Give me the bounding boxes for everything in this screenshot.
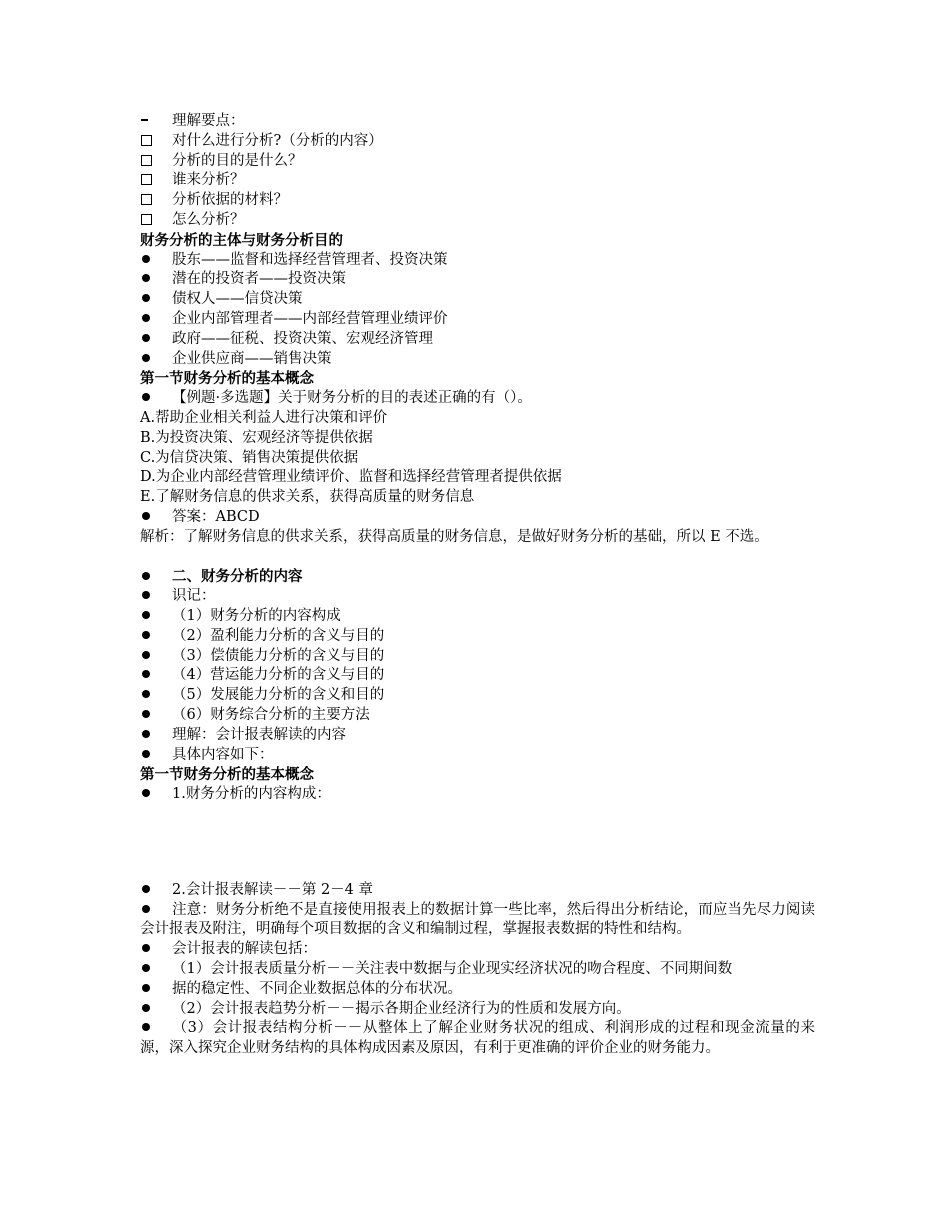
dot-bullet-icon (142, 670, 150, 678)
composition-item-row: 1.财务分析的内容构成： (140, 785, 815, 805)
subject-item: 潜在的投资者——投资决策 (140, 270, 815, 290)
reading-item-row: 2.会计报表解读－－第 2－4 章 (140, 881, 815, 901)
subject-item: 股东——监督和选择经营管理者、投资决策 (140, 251, 815, 271)
dot-bullet-icon (142, 651, 150, 659)
memorize-item: （5）发展能力分析的含义和目的 (140, 686, 815, 706)
understand-item: 谁来分析？ (140, 171, 815, 191)
dot-bullet-icon (142, 730, 150, 738)
dot-bullet-icon (142, 905, 150, 913)
dot-bullet-icon (142, 393, 150, 401)
dot-bullet-icon (142, 314, 150, 322)
subject-item: 企业内部管理者——内部经营管理业绩评价 (140, 310, 815, 330)
blank-figure-area (140, 805, 815, 881)
checkbox-bullet-icon (141, 194, 152, 205)
checkbox-bullet-icon (141, 174, 152, 185)
memorize-item: （1）财务分析的内容构成 (140, 607, 815, 627)
understand-item: 分析依据的材料？ (140, 191, 815, 211)
dot-bullet-icon (142, 631, 150, 639)
quality-line-1: （1）会计报表质量分析－－关注表中数据与企业现实经济状况的吻合程度、不同期间数 (140, 960, 815, 980)
dot-bullet-icon (142, 1023, 150, 1031)
dot-bullet-icon (142, 885, 150, 893)
understand-heading: 理解要点： (172, 113, 245, 129)
subject-heading: 财务分析的主体与财务分析目的 (140, 231, 343, 249)
memorize-item: （4）营运能力分析的含义与目的 (140, 666, 815, 686)
dot-bullet-icon (142, 750, 150, 758)
understand-heading-row (140, 112, 815, 132)
document-page (140, 112, 815, 1059)
dot-bullet-icon (142, 789, 150, 797)
dot-bullet-icon (142, 274, 150, 282)
dot-bullet-icon (142, 572, 150, 580)
option-item: C.为信贷决策、销售决策提供依据 (140, 449, 359, 466)
dot-bullet-icon (142, 1004, 150, 1012)
dash-bullet-icon (141, 119, 148, 121)
memorize-item: （3）偿债能力分析的含义与目的 (140, 647, 815, 667)
dot-bullet-icon (142, 354, 150, 362)
reading-includes-row: 会计报表的解读包括： (140, 940, 815, 960)
section-heading: 第一节财务分析的基本概念 (140, 766, 314, 784)
understand-item: 怎么分析？ (140, 211, 815, 231)
memorize-item: （6）财务综合分析的主要方法 (140, 706, 815, 726)
option-item: B.为投资决策、宏观经济等提供依据 (140, 429, 373, 446)
quality-line-2: 据的稳定性、不同企业数据总体的分布状况。 (140, 980, 815, 1000)
memorize-item: （2）盈利能力分析的含义与目的 (140, 627, 815, 647)
structure-paragraph: （3）会计报表结构分析－－从整体上了解企业财务状况的组成、利润形成的过程和现金流量的来源，深入探究企业财务结构的具体构成因素及原因，有利于更准确的评价企业的财务能力。 (140, 1020, 815, 1057)
dot-bullet-icon (142, 944, 150, 952)
subject-item: 政府——征税、投资决策、宏观经济管理 (140, 330, 815, 350)
checkbox-bullet-icon (141, 214, 152, 225)
subject-item: 企业供应商——销售决策 (140, 350, 815, 370)
note-paragraph: 注意：财务分析绝不是直接使用报表上的数据计算一些比率，然后得出分析结论，而应当先尽力阅读会计报表及附注，明确每个项目数据的含义和编制过程，掌握报表数据的特性和结构。 (140, 901, 815, 938)
section-heading: 第一节财务分析的基本概念 (140, 370, 314, 388)
example-question: 【例题·多选题】关于财务分析的目的表述正确的有（）。 (140, 389, 815, 409)
option-item: A.帮助企业相关利益人进行决策和评价 (140, 409, 388, 426)
trend-item-row: （2）会计报表趋势分析－－揭示各期企业经济行为的性质和发展方向。 (140, 1000, 815, 1020)
blank-line (140, 548, 815, 568)
answer-row: 答案：ABCD (140, 508, 815, 528)
option-item: D.为企业内部经营管理业绩评价、监督和选择经营管理者提供依据 (140, 469, 562, 486)
dot-bullet-icon (142, 690, 150, 698)
subject-item: 债权人——信贷决策 (140, 290, 815, 310)
dot-bullet-icon (142, 294, 150, 302)
dot-bullet-icon (142, 255, 150, 263)
memorize-label-row: 识记： (140, 587, 815, 607)
detail-intro-row: 具体内容如下： (140, 746, 815, 766)
checkbox-bullet-icon (141, 135, 152, 146)
dot-bullet-icon (142, 611, 150, 619)
dot-bullet-icon (142, 334, 150, 342)
explanation-text: 解析：了解财务信息的供求关系，获得高质量的财务信息，是做好财务分析的基础，所以 E 不选。 (140, 528, 769, 545)
dot-bullet-icon (142, 984, 150, 992)
dot-bullet-icon (142, 591, 150, 599)
understand-item: 分析的目的是什么？ (140, 152, 815, 172)
content-heading-row: 二、财务分析的内容 (140, 567, 815, 587)
dot-bullet-icon (142, 512, 150, 520)
option-item: E.了解财务信息的供求关系，获得高质量的财务信息 (140, 489, 475, 506)
checkbox-bullet-icon (141, 155, 152, 166)
dot-bullet-icon (142, 964, 150, 972)
understand-item: 对什么进行分析?（分析的内容） (140, 132, 815, 152)
dot-bullet-icon (142, 710, 150, 718)
understand-reading-row: 理解：会计报表解读的内容 (140, 726, 815, 746)
